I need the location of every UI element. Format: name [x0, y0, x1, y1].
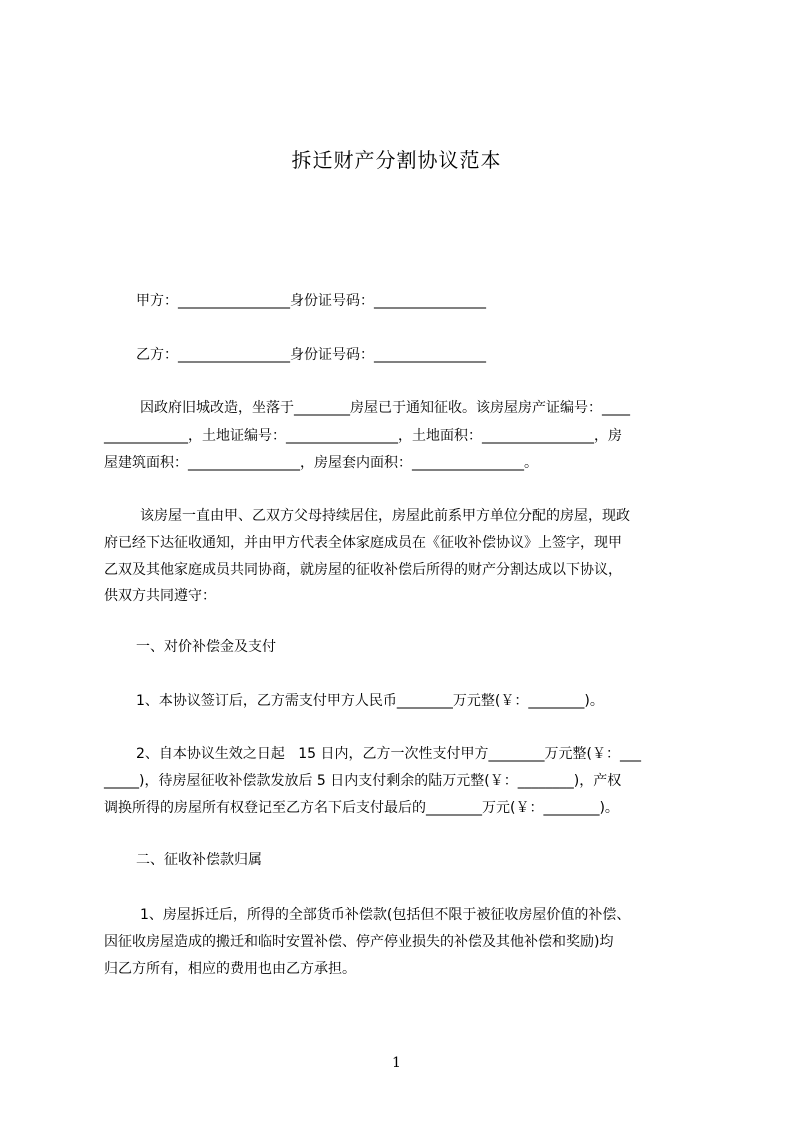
intro-line-3: 屋建筑面积：________________，房屋套内面积：________________。 [104, 455, 538, 471]
background-line-3: 乙双及其他家庭成员共同协商，就房屋的征收补偿后所得的财产分割达成以下协议， [104, 562, 622, 578]
section2-item1-line-2: 因征收房屋造成的搬迁和临时安置补偿、停产停业损失的补偿及其他补偿和奖励)均 [104, 934, 614, 950]
document-title: 拆迁财产分割协议范本 [291, 148, 502, 172]
section-heading-1: 一、对价补偿金及支付 [136, 639, 276, 655]
section1-item2-line-1: 2、自本协议生效之日起 15 日内，乙方一次性支付甲方________万元整(￥：___ [136, 746, 641, 762]
background-line-4: 供双方共同遵守： [104, 588, 216, 604]
party-a-line: 甲方：________________身份证号码：________________ [136, 293, 486, 309]
section1-item1: 1、本协议签订后，乙方需支付甲方人民币________万元整(￥：________)。 [136, 693, 604, 709]
background-line-1: 该房屋一直由甲、乙双方父母持续居住，房屋此前系甲方单位分配的房屋，现政 [140, 508, 630, 524]
background-line-2: 府已经下达征收通知，并由甲方代表全体家庭成员在《征收补偿协议》上签字，现甲 [104, 535, 622, 551]
section1-item2-line-2: _____)，待房屋征收补偿款发放后 5 日内支付剩余的陆万元整(￥：________)，产权 [104, 773, 622, 789]
page-number: 1 [392, 1055, 401, 1071]
section2-item1-line-1: 1、房屋拆迁后，所得的全部货币补偿款(包括但不限于被征收房屋价值的补偿、 [140, 907, 631, 923]
section1-item2-line-3: 调换所得的房屋所有权登记至乙方名下后支付最后的________万元(￥：________)。 [104, 800, 619, 816]
section-heading-2: 二、征收补偿款归属 [136, 852, 262, 868]
intro-line-2: ____________，土地证编号：________________，土地面积：________________，房 [104, 428, 622, 444]
party-b-line: 乙方：________________身份证号码：________________ [136, 347, 486, 363]
intro-line-1: 因政府旧城改造，坐落于________房屋已于通知征收。该房屋房产证编号：____ [140, 400, 630, 416]
section2-item1-line-3: 归乙方所有，相应的费用也由乙方承担。 [104, 961, 356, 977]
